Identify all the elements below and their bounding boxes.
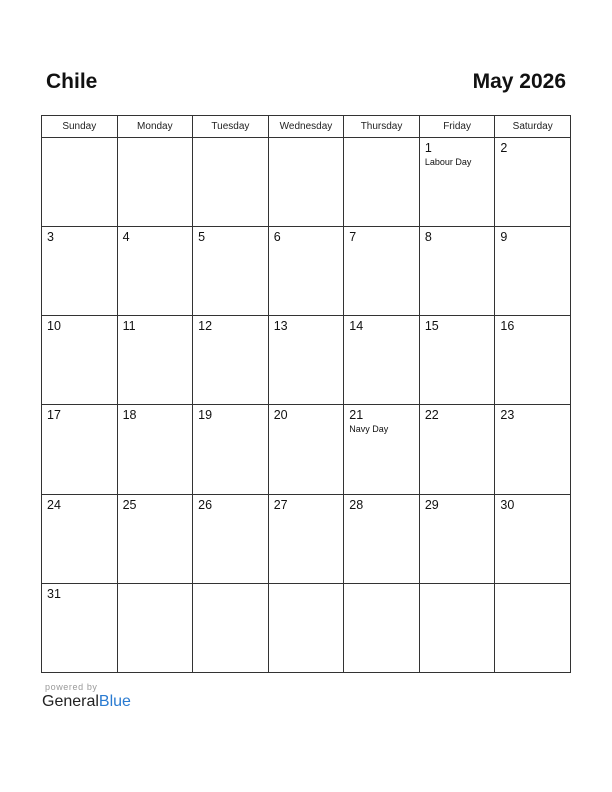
footer-branding xyxy=(42,682,131,711)
day-cell xyxy=(117,138,193,227)
day-cell xyxy=(419,405,495,494)
day-number: 15 xyxy=(424,319,439,334)
day-cell-content xyxy=(420,316,495,334)
day-cell-content xyxy=(42,227,117,245)
day-cell-content xyxy=(344,584,419,587)
weekday-saturday: Saturday xyxy=(495,116,571,138)
day-cell xyxy=(42,138,118,227)
day-cell-content xyxy=(42,138,117,141)
day-cell xyxy=(419,316,495,405)
day-cell xyxy=(495,494,571,583)
day-cell xyxy=(268,405,344,494)
day-cell-content xyxy=(344,495,419,513)
day-cell xyxy=(419,494,495,583)
day-number: 11 xyxy=(122,319,136,334)
day-number: 12 xyxy=(198,319,213,334)
day-cell-content xyxy=(42,316,117,334)
day-cell xyxy=(117,583,193,672)
day-cell-content xyxy=(420,405,495,423)
day-cell-content xyxy=(118,316,193,334)
day-cell-content xyxy=(118,495,193,513)
day-number: 3 xyxy=(47,230,54,245)
day-cell-content xyxy=(344,316,419,334)
brand-general-text: General xyxy=(42,693,99,710)
day-number: 5 xyxy=(198,230,206,245)
day-cell-content xyxy=(118,138,193,141)
day-cell xyxy=(42,405,118,494)
calendar-header xyxy=(46,70,566,100)
day-cell xyxy=(419,227,495,316)
day-cell-content xyxy=(495,316,570,334)
day-cell xyxy=(344,227,420,316)
week-row xyxy=(42,583,571,672)
day-number: 23 xyxy=(500,408,515,423)
day-cell xyxy=(42,583,118,672)
day-cell xyxy=(495,138,571,227)
day-cell-content xyxy=(495,584,570,587)
day-cell xyxy=(193,405,269,494)
day-cell-content xyxy=(193,495,268,513)
day-cell-content xyxy=(420,227,495,245)
day-number: 26 xyxy=(198,497,213,512)
day-cell-content xyxy=(420,138,495,168)
month-calendar-grid xyxy=(41,115,571,673)
week-row xyxy=(42,316,571,405)
day-number: 6 xyxy=(273,230,281,245)
weekday-thursday: Thursday xyxy=(344,116,420,138)
country-title: Chile xyxy=(46,70,98,93)
day-cell xyxy=(193,494,269,583)
day-cell xyxy=(193,227,269,316)
day-number: 22 xyxy=(424,408,439,423)
day-number: 13 xyxy=(273,319,288,334)
day-number: 27 xyxy=(273,497,288,512)
day-number: 21 xyxy=(349,408,364,423)
day-cell xyxy=(419,138,495,227)
day-cell-content xyxy=(420,495,495,513)
day-cell-content xyxy=(118,405,193,423)
day-cell-content xyxy=(495,227,570,245)
weekday-wednesday: Wednesday xyxy=(268,116,344,138)
day-cell-content xyxy=(269,138,344,141)
day-cell xyxy=(117,405,193,494)
day-cell xyxy=(193,138,269,227)
day-number: 28 xyxy=(349,497,364,512)
day-cell-content xyxy=(269,316,344,334)
day-cell xyxy=(344,316,420,405)
day-number: 20 xyxy=(273,408,288,423)
week-row xyxy=(42,138,571,227)
day-cell xyxy=(42,494,118,583)
day-cell-content xyxy=(118,584,193,587)
day-number: 30 xyxy=(500,497,515,512)
day-cell-content xyxy=(420,584,495,587)
day-cell xyxy=(268,138,344,227)
day-cell xyxy=(344,405,420,494)
day-number: 18 xyxy=(122,408,137,423)
weekday-tuesday: Tuesday xyxy=(193,116,269,138)
day-cell-content xyxy=(193,138,268,141)
calendar-weeks xyxy=(42,138,571,673)
weekday-friday: Friday xyxy=(419,116,495,138)
day-cell-content xyxy=(193,584,268,587)
day-number: 14 xyxy=(349,319,364,334)
day-cell-content xyxy=(193,316,268,334)
day-cell xyxy=(117,227,193,316)
day-cell xyxy=(193,583,269,672)
day-cell xyxy=(344,583,420,672)
day-cell-content xyxy=(344,138,419,141)
week-row xyxy=(42,405,571,494)
day-number: 9 xyxy=(500,230,508,245)
day-cell xyxy=(268,583,344,672)
day-number: 4 xyxy=(122,230,130,245)
powered-by-text: powered by xyxy=(45,682,98,692)
day-number: 25 xyxy=(122,497,137,512)
day-cell xyxy=(344,494,420,583)
day-cell xyxy=(495,316,571,405)
month-year-title: May 2026 xyxy=(472,70,566,93)
brand-blue-text: Blue xyxy=(98,693,131,710)
day-cell-content xyxy=(42,584,117,602)
day-cell xyxy=(193,316,269,405)
day-cell xyxy=(117,316,193,405)
day-number: 1 xyxy=(424,141,432,155)
day-cell xyxy=(268,494,344,583)
day-number: 2 xyxy=(500,141,508,155)
week-row xyxy=(42,494,571,583)
day-cell xyxy=(42,227,118,316)
day-cell-content xyxy=(193,227,268,245)
day-cell-content xyxy=(118,227,193,245)
day-cell-content xyxy=(269,584,344,587)
day-cell-content xyxy=(269,405,344,423)
day-number: 24 xyxy=(47,497,61,512)
day-cell xyxy=(42,316,118,405)
day-cell xyxy=(495,583,571,672)
weekday-monday: Monday xyxy=(117,116,193,138)
generalblue-logo xyxy=(42,693,131,711)
holiday-label: Navy Day xyxy=(349,424,389,435)
day-cell-content xyxy=(344,405,419,435)
day-cell xyxy=(495,405,571,494)
day-number: 29 xyxy=(424,497,439,512)
weekday-header-row xyxy=(42,116,571,138)
day-cell-content xyxy=(269,495,344,513)
holiday-label: Labour Day xyxy=(424,157,472,167)
day-cell-content xyxy=(495,405,570,423)
day-cell-content xyxy=(495,138,570,156)
day-cell xyxy=(117,494,193,583)
day-cell-content xyxy=(495,495,570,513)
day-cell-content xyxy=(193,405,268,423)
day-number: 17 xyxy=(47,408,61,423)
day-cell-content xyxy=(42,405,117,423)
day-number: 10 xyxy=(47,319,61,334)
day-cell-content xyxy=(42,495,117,513)
day-number: 7 xyxy=(349,230,357,245)
day-number: 16 xyxy=(500,319,515,334)
day-cell xyxy=(344,138,420,227)
day-cell-content xyxy=(269,227,344,245)
weekday-sunday: Sunday xyxy=(42,116,118,138)
day-cell xyxy=(419,583,495,672)
day-number: 31 xyxy=(47,586,61,601)
day-cell-content xyxy=(344,227,419,245)
day-number: 19 xyxy=(198,408,213,423)
day-cell xyxy=(268,316,344,405)
day-cell xyxy=(495,227,571,316)
day-cell xyxy=(268,227,344,316)
week-row xyxy=(42,227,571,316)
day-number: 8 xyxy=(424,230,432,245)
